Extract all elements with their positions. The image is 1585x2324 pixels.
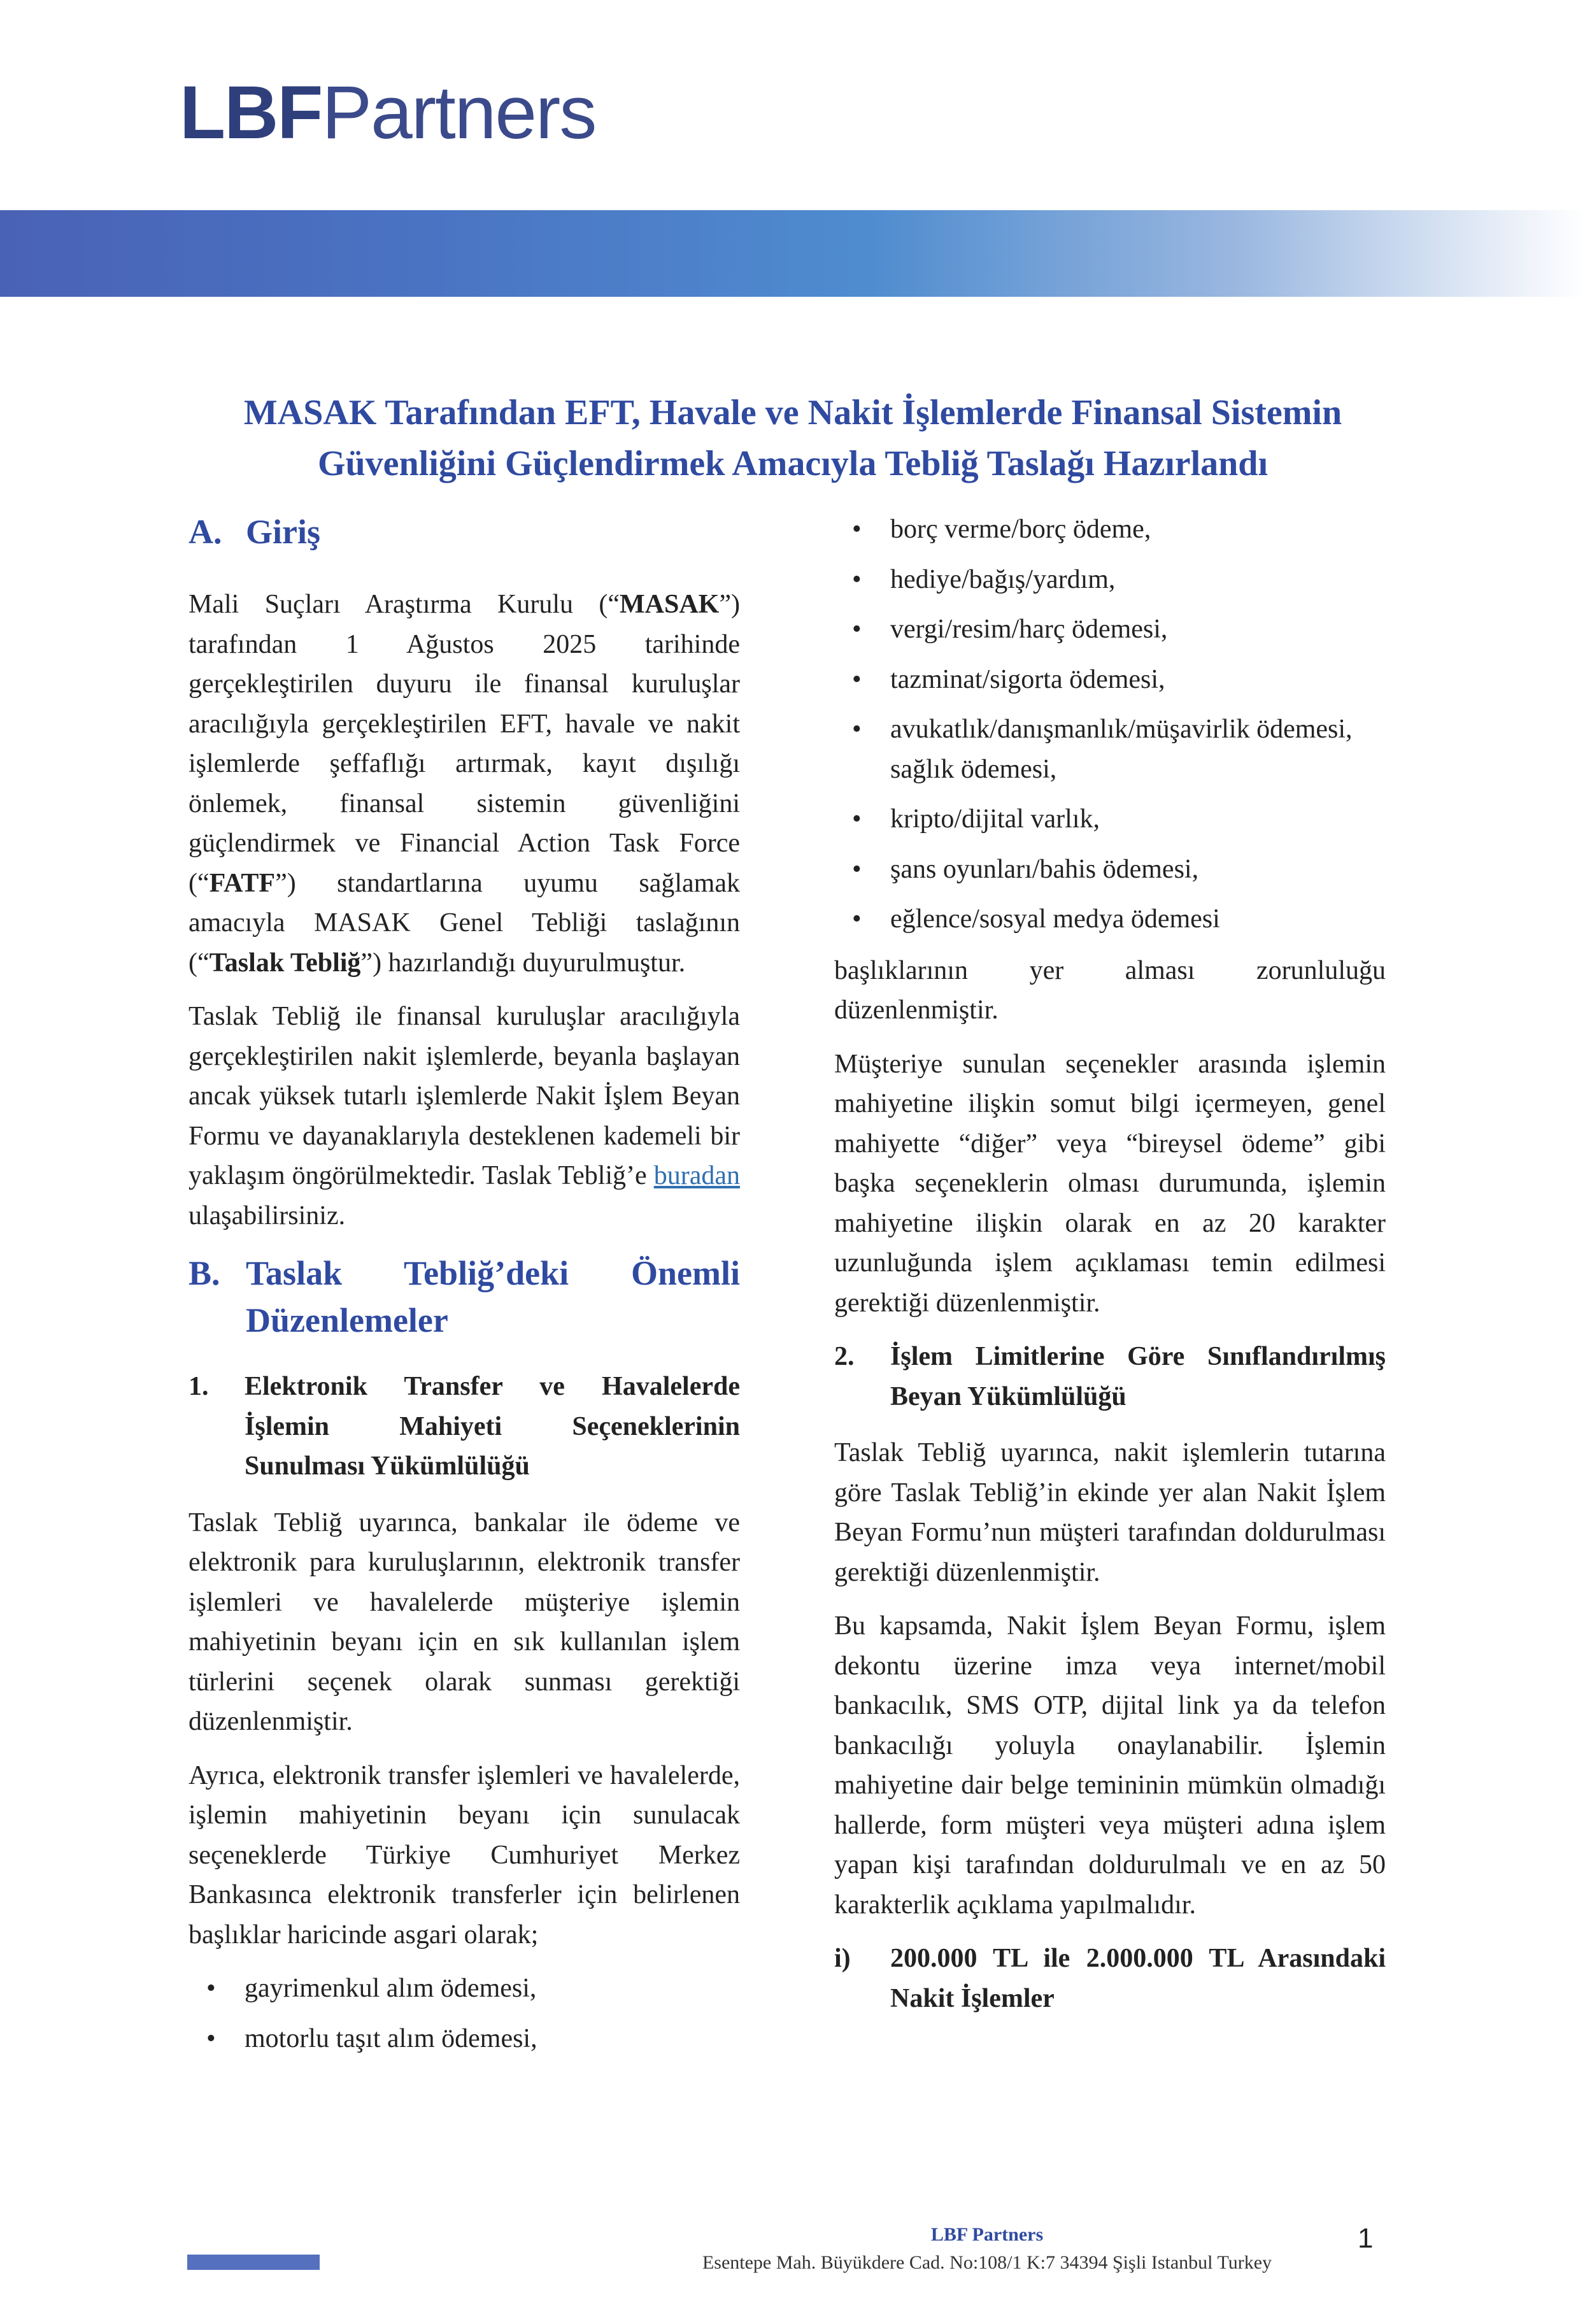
list-item-text: motorlu taşıt alım ödemesi, xyxy=(245,2023,537,2053)
bullet-dot-icon: • xyxy=(206,1974,216,2003)
list-item-text: tazminat/sigorta ödemesi, xyxy=(890,664,1165,694)
item-2-number: 2. xyxy=(834,1342,855,1371)
intro-p1-text-3: ”) standartlarına uyumu sağlamak amacıyla MASAK Genel Tebliği taslağının (“ xyxy=(188,868,740,978)
fatf-term: FATF xyxy=(209,868,276,898)
bullet-dot-icon: • xyxy=(852,615,862,644)
list-item-text: kripto/dijital varlık, xyxy=(890,804,1100,834)
list-item-text: hediye/bağış/yardım, xyxy=(890,564,1116,594)
list-item xyxy=(834,709,1386,789)
list-item-text: gayrimenkul alım ödemesi, xyxy=(245,1974,537,2003)
section-a-heading xyxy=(188,510,740,554)
document-title xyxy=(146,387,1439,489)
masak-term: MASAK xyxy=(620,590,720,619)
item-2-paragraph-1: Taslak Tebliğ uyarınca, nakit işlemlerin tutarına göre Taslak Tebliğ’in ekinde yer alan Nakit İşlem Beyan Formu’nun müşteri tarafından doldurulması gerektiği düzenlenmiştir. xyxy=(834,1438,1386,1587)
page-number: 1 xyxy=(1358,2223,1374,2254)
item-i-number: i) xyxy=(834,1944,851,1973)
item-2-paragraph-2: Bu kapsamda, Nakit İşlem Beyan Formu, işlem dekontu üzerine imza veya internet/mobil bankacılık, SMS OTP, dijital link ya da telefon bankacılığı yoluyla onaylanabilir. İşlemin mahiyetine dair belge temininin mümkün olmadığı hallerde, form müşteri veya müşteri adına işlem yapan kişi tarafından doldurulmalı ve en az 50 karakterlik açıklama yapılmalıdır. xyxy=(834,1611,1386,1920)
list-item xyxy=(834,660,1386,700)
item-1-title: Elektronik Transfer ve Havalelerde İşlemin Mahiyeti Seçeneklerinin Sunulması Yükümlülüğü xyxy=(245,1372,740,1481)
right-bullet-list xyxy=(834,510,1386,939)
list-item-text: avukatlık/danışmanlık/müşavirlik ödemesi, sağlık ödemesi, xyxy=(890,715,1353,784)
item-1-heading xyxy=(188,1367,740,1486)
draft-link[interactable]: buradan xyxy=(653,1161,740,1190)
taslak-teblig-term: Taslak Tebliğ xyxy=(209,948,361,978)
item-i-heading xyxy=(834,1939,1386,2018)
list-item-text: şans oyunları/bahis ödemesi, xyxy=(890,854,1199,884)
list-item xyxy=(188,2019,740,2059)
logo-rest: Partners xyxy=(322,71,596,155)
intro-p1-text-4: ”) hazırlandığı duyurulmuştur. xyxy=(360,948,686,978)
intro-p1-text-1: Mali Suçları Araştırma Kurulu (“ xyxy=(188,590,620,619)
section-b-title-line-2: Düzenlemeler xyxy=(246,1301,448,1339)
intro-paragraph-1 xyxy=(188,585,740,983)
list-item xyxy=(834,799,1386,839)
intro-p1-text-2: ”) tarafından 1 Ağustos 2025 tarihinde gerçekleştirilen duyuru ile finansal kuruluşlar aracılığıyla gerçekleştirilen EFT, havale ve nakit işlemlerde şeffaflığı artırmak, kayıt dışılığı önlemek, finansal sistemin güvenliğini güçlendirmek ve Financial Action Task Force (“ xyxy=(188,590,740,898)
item-1-paragraph-3: başlıklarının yer alması zorunluluğu düzenlenmiştir. xyxy=(834,955,1386,1025)
bullet-dot-icon: • xyxy=(852,804,862,834)
list-item xyxy=(834,510,1386,550)
bullet-dot-icon: • xyxy=(852,715,862,744)
item-1-paragraph-2: Ayrıca, elektronik transfer işlemleri ve havalelerde, işlemin mahiyetinin beyanı için sunulacak seçeneklerde Türkiye Cumhuriyet Merkez Bankasınca elektronik transferler için belirlenen başlıklar haricinde asgari olarak; xyxy=(188,1760,740,1950)
left-bullet-list xyxy=(188,1969,740,2058)
list-item xyxy=(188,1969,740,2009)
item-2-title: İşlem Limitlerine Göre Sınıflandırılmış Beyan Yükümlülüğü xyxy=(890,1342,1386,1411)
footer-address: Esentepe Mah. Büyükdere Cad. No:108/1 K:7 34394 Şişli Istanbul Turkey xyxy=(702,2252,1272,2273)
item-1-paragraph-1: Taslak Tebliğ uyarınca, bankalar ile ödeme ve elektronik para kuruluşlarının, elektronik transfer işlemleri ve havalelerde müşteriye işlemin mahiyetinin beyanı için en sık kullanılan işlem türlerini seçenek olarak sunması gerektiği düzenlenmiştir. xyxy=(188,1508,740,1736)
bullet-dot-icon: • xyxy=(852,564,862,594)
list-item xyxy=(834,560,1386,600)
section-b-title-line-1: Taslak Tebliğ’deki Önemli xyxy=(246,1254,740,1292)
intro-p2-tail: ulaşabilirsiniz. xyxy=(188,1201,346,1230)
header-banner xyxy=(0,210,1585,297)
item-1-paragraph-4: Müşteriye sunulan seçenekler arasında işlemin mahiyetine ilişkin somut bilgi içermeyen, genel mahiyette “diğer” veya “bireysel ödeme” gibi başka seçeneklerin olması durumunda, işlemin mahiyetine ilişkin olarak en az 20 karakter uzunluğunda işlem açıklaması temin edilmesi gerektiği düzenlenmiştir. xyxy=(834,1049,1386,1318)
bullet-dot-icon: • xyxy=(852,664,862,694)
section-a-number: A. xyxy=(188,513,222,551)
footer-bar xyxy=(187,2255,320,2270)
section-b-heading xyxy=(188,1250,740,1344)
logo-bold: LBF xyxy=(180,71,322,155)
bullet-dot-icon: • xyxy=(852,904,862,934)
section-a-title: Giriş xyxy=(246,513,320,551)
bullet-dot-icon: • xyxy=(852,515,862,544)
item-2-heading xyxy=(834,1337,1386,1416)
company-logo xyxy=(180,71,596,155)
left-column xyxy=(188,510,740,2070)
footer-company-name: LBF Partners xyxy=(930,2224,1044,2245)
list-item-text: vergi/resim/harç ödemesi, xyxy=(890,615,1168,644)
intro-p2-text: Taslak Tebliğ ile finansal kuruluşlar aracılığıyla gerçekleştirilen nakit işlemlerde, beyanla başlayan ancak yüksek tutarlı işlemlerde Nakit İşlem Beyan Formu ve dayanaklarıyla desteklenen kademeli bir yaklaşım öngörülmektedir. Taslak Tebliğ’e xyxy=(188,1002,740,1190)
item-i-title: 200.000 TL ile 2.000.000 TL Arasındaki Nakit İşlemler xyxy=(890,1944,1386,2013)
list-item xyxy=(834,610,1386,650)
list-item-text: borç verme/borç ödeme, xyxy=(890,515,1151,544)
bullet-dot-icon: • xyxy=(206,2023,216,2053)
title-line-2: Güvenliğini Güçlendirmek Amacıyla Tebliğ Taslağı Hazırlandı xyxy=(317,444,1269,483)
bullet-dot-icon: • xyxy=(852,854,862,884)
right-column xyxy=(834,510,1386,2035)
item-1-number: 1. xyxy=(188,1372,209,1401)
intro-paragraph-2 xyxy=(188,997,740,1236)
section-b-number: B. xyxy=(188,1254,220,1292)
title-line-1: MASAK Tarafından EFT, Havale ve Nakit İşlemlerde Finansal Sistemin xyxy=(243,393,1342,432)
list-item xyxy=(834,899,1386,939)
list-item xyxy=(834,850,1386,890)
list-item-text: eğlence/sosyal medya ödemesi xyxy=(890,904,1220,934)
